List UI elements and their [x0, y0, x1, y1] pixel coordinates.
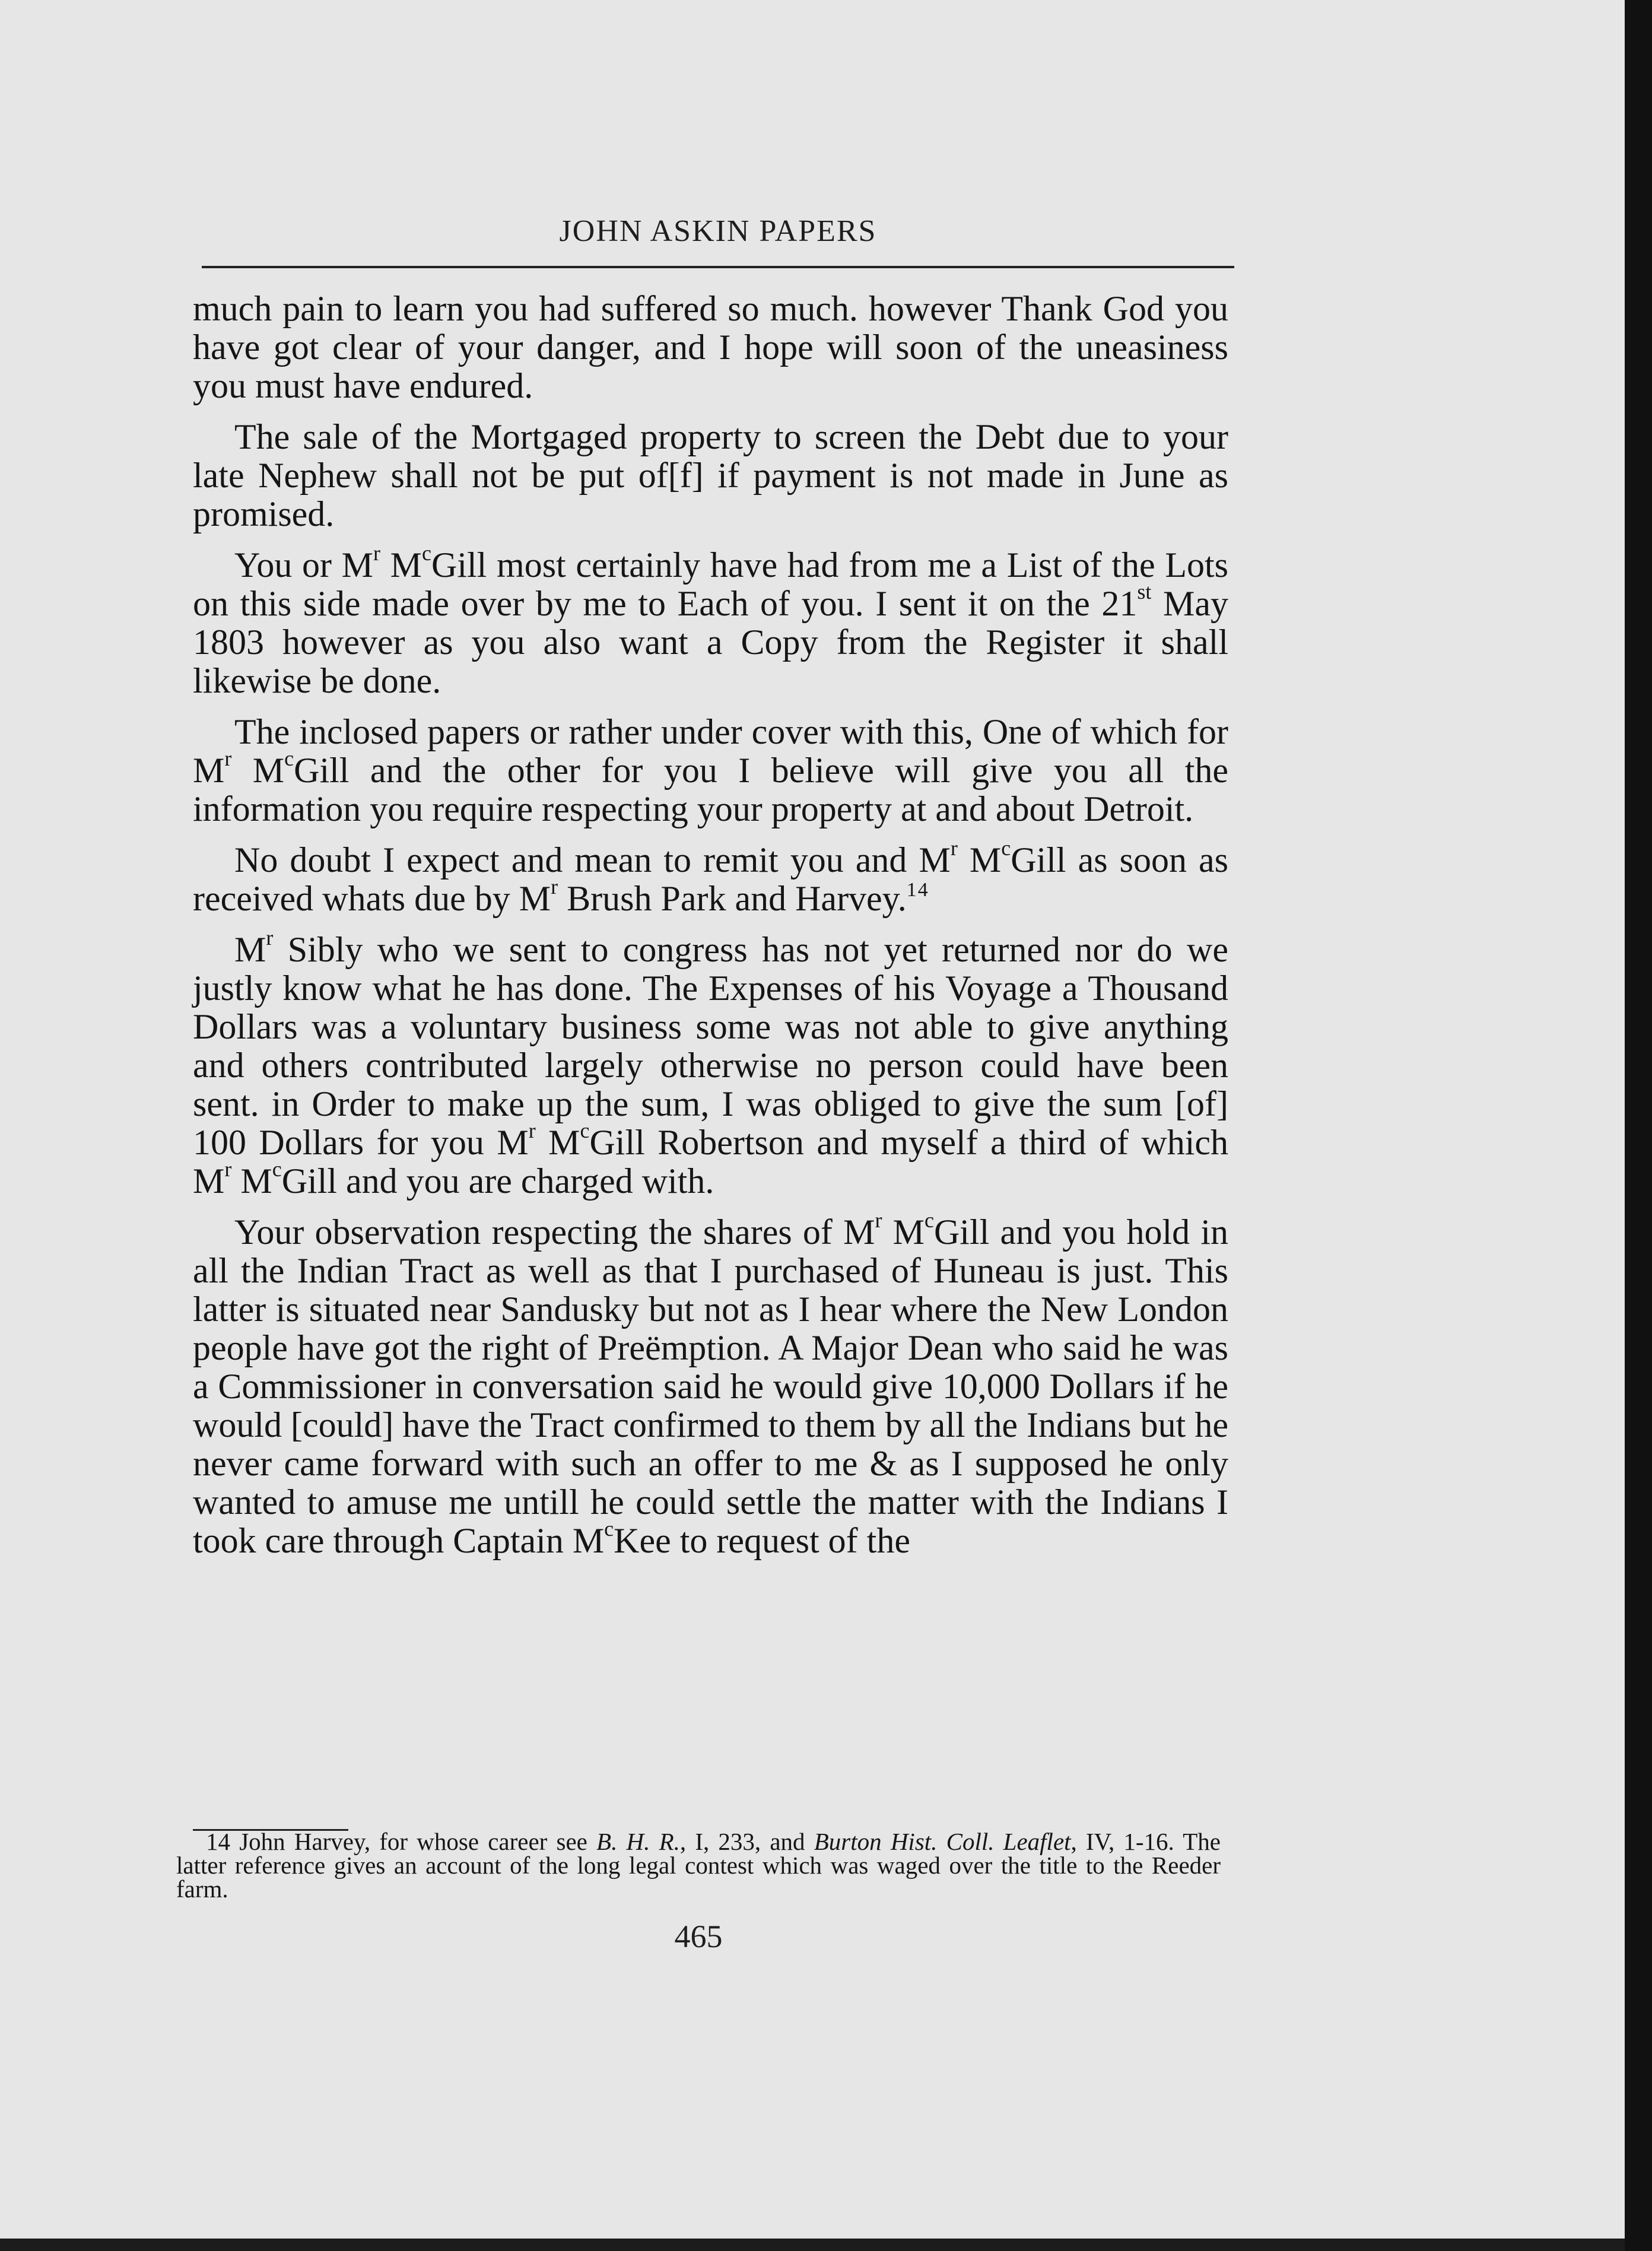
- superscript: c: [422, 541, 432, 565]
- superscript: st: [1137, 580, 1152, 604]
- running-header: JOHN ASKIN PAPERS: [559, 214, 877, 248]
- superscript: r: [950, 836, 958, 860]
- text-run: Sibly who we sent to congress has not yet returned nor do we justly know what he has done. The Expenses of his Voyage a Thousand Dollars was a voluntary business some was not able to give anything and others contributed largely otherwise no person could have been sent. in Order to make up the sum, I was obliged to give the sum [of] 100 Dollars for you M: [193, 930, 1228, 1162]
- page-number: 465: [674, 1919, 723, 1954]
- text-run: Gill as soon as received whats due by M: [193, 840, 1228, 918]
- text-run: M: [882, 1212, 925, 1252]
- footnote-reference[interactable]: 14: [906, 879, 929, 901]
- body-text: [193, 290, 1228, 1573]
- page-edge-shadow: [1625, 0, 1652, 2251]
- footnote-14: [176, 1830, 1221, 1901]
- footnote-number: 14: [206, 1828, 230, 1855]
- text-run: , I, 233, and: [679, 1828, 814, 1855]
- superscript: r: [373, 541, 380, 565]
- superscript: r: [224, 1157, 232, 1181]
- paragraph-2: The sale of the Mortgaged property to screen the Debt due to your late Nephew shall not be put of[f] if payment is not made in June as promised.: [193, 417, 1228, 534]
- superscript: c: [1001, 836, 1011, 860]
- header-rule: [202, 266, 1234, 268]
- paragraph-6: [193, 926, 1228, 1201]
- text-run: Gill most certainly have had from me a List of the Lots on this side made over by me to Each of you. I sent it on the 21: [193, 545, 1229, 623]
- text-run: M: [957, 840, 1002, 880]
- superscript: c: [272, 1157, 282, 1181]
- superscript: r: [551, 875, 558, 899]
- superscript: r: [528, 1119, 536, 1142]
- text-run: M: [535, 1123, 580, 1162]
- superscript: r: [224, 747, 232, 770]
- paragraph-4: [193, 713, 1228, 828]
- superscript: r: [875, 1208, 882, 1232]
- text-run: M: [234, 930, 266, 969]
- text-run: The inclosed papers or rather under cover with this, One of which for M: [193, 712, 1228, 790]
- text-run: Gill and the other for you I believe will give you all the information you require respecting your property at and about Detroit.: [193, 751, 1229, 828]
- text-run: Kee to request of the: [614, 1521, 910, 1560]
- text-run: M: [231, 751, 285, 790]
- text-run: , IV, 1-16. The latter reference gives an account of the long legal contest which was waged over the title to the Reeder farm.: [176, 1828, 1221, 1903]
- superscript: c: [580, 1119, 590, 1142]
- text-run: Brush Park and Harvey.: [558, 879, 907, 918]
- superscript: r: [266, 926, 274, 950]
- text-run: M: [380, 545, 422, 585]
- citation-title: Burton Hist. Coll. Leaflet: [814, 1828, 1071, 1855]
- text-run: Gill and you hold in all the Indian Tract as well as that I purchased of Huneau is just. This latter is situated near Sandusky but not as I hear where the New London people have got the right of Preëmption. A Major Dean who said he was a Commissioner in conversation said he would give 10,000 Dollars if he would [could] have the Tract confirmed to them by all the Indians but he never came forward with such an offer to me & as I supposed he only wanted to amuse me untill he could settle the matter with the Indians I took care through Captain M: [193, 1212, 1228, 1560]
- paragraph-7: [193, 1208, 1228, 1560]
- text-run: Your observation respecting the shares of M: [234, 1212, 875, 1252]
- paragraph-3: [193, 541, 1229, 700]
- superscript: c: [284, 747, 294, 770]
- text-run: You or M: [234, 545, 373, 585]
- paragraph-1: much pain to learn you had suffered so much. however Thank God you have got clear of your danger, and I hope will soon of the uneasiness you must have endured.: [193, 289, 1228, 405]
- superscript: c: [604, 1517, 614, 1541]
- paragraph-5: [193, 836, 1228, 918]
- text-run: M: [231, 1161, 272, 1201]
- text-run: Gill Robertson and myself a third of which M: [193, 1123, 1228, 1201]
- text-run: Gill and you are charged with.: [281, 1161, 714, 1201]
- superscript: c: [924, 1208, 934, 1232]
- citation-title: B. H. R.: [596, 1828, 680, 1855]
- text-run: May 1803 however as you also want a Copy from the Register it shall likewise be done.: [193, 584, 1228, 700]
- text-run: No doubt I expect and mean to remit you and M: [234, 840, 951, 880]
- text-run: John Harvey, for whose career see: [230, 1828, 597, 1855]
